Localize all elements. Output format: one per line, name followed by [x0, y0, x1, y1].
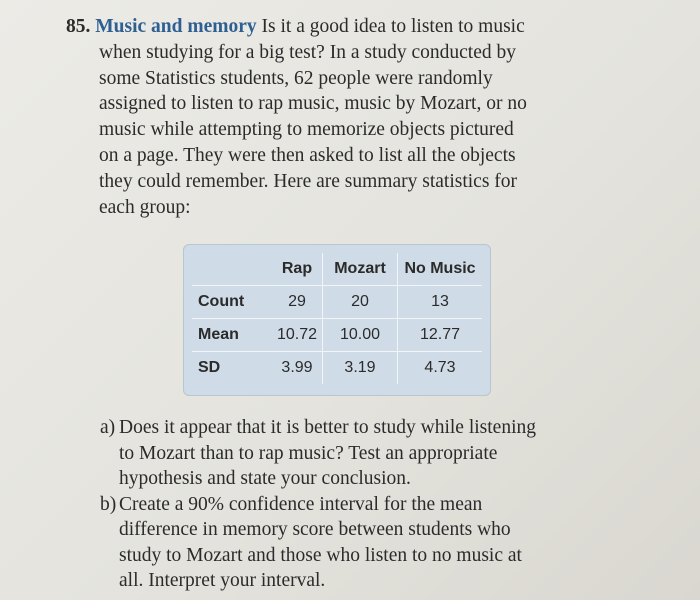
table-row: [192, 319, 482, 352]
column-header-no-music: No Music: [398, 253, 483, 286]
question-text: [119, 492, 600, 594]
table-cell: 3.99: [272, 352, 323, 385]
table-cell: 12.77: [398, 319, 483, 352]
problem-line: music while attempting to memorize objects pictured: [99, 119, 514, 141]
question-line: all. Interpret your interval.: [119, 570, 326, 591]
stats-table: [192, 253, 482, 384]
table-cell: 10.00: [323, 319, 398, 352]
problem-line: when studying for a big test? In a study conducted by: [99, 41, 516, 63]
problem-line: assigned to listen to rap music, music by Mozart, or no: [99, 93, 527, 115]
question-line: Does it appear that it is better to study while listening: [119, 417, 537, 438]
column-header-mozart: Mozart: [323, 253, 398, 286]
question-line: hypothesis and state your conclusion.: [119, 468, 411, 489]
table-cell: 10.72: [272, 319, 323, 352]
problem-title: Music and memory: [95, 16, 257, 37]
problem-line: on a page. They were then asked to list all the objects: [99, 144, 516, 166]
question-b: [100, 492, 600, 594]
table-cell: 29: [272, 286, 323, 319]
problem-line: they could remember. Here are summary statistics for: [99, 170, 518, 192]
problem-line: Is it a good idea to listen to music: [261, 16, 525, 37]
row-label-mean: Mean: [192, 319, 272, 352]
table-row: [192, 352, 482, 385]
problem-statement: [66, 14, 626, 220]
question-a: [100, 415, 600, 492]
table-cell: 3.19: [323, 352, 398, 385]
table-header-row: [192, 253, 482, 286]
table-cell: 4.73: [424, 359, 456, 376]
table-cell: 13: [398, 286, 483, 319]
question-line: Create a 90% confidence interval for the mean: [119, 493, 483, 515]
row-label-count: Count: [192, 286, 272, 319]
corner-cell: [192, 253, 272, 286]
question-label: b): [100, 493, 117, 515]
question-line: difference in memory score between students who: [119, 519, 511, 540]
question-line: to Mozart than to rap music? Test an appropriate: [119, 442, 498, 464]
column-header-rap: Rap: [272, 253, 323, 286]
question-line: study to Mozart and those who listen to no music at: [119, 544, 522, 566]
table-cell: 20: [323, 286, 398, 319]
question-label: a): [100, 417, 116, 438]
summary-statistics-table: [183, 244, 491, 396]
problem-paragraph: [66, 14, 626, 220]
question-text: [119, 415, 600, 492]
question-list: [100, 415, 600, 594]
problem-number: 85.: [66, 16, 91, 37]
problem-line: each group:: [99, 196, 191, 218]
table-row: [192, 286, 482, 319]
row-label-sd: SD: [198, 359, 221, 376]
problem-line: some Statistics students, 62 people were randomly: [99, 67, 493, 89]
